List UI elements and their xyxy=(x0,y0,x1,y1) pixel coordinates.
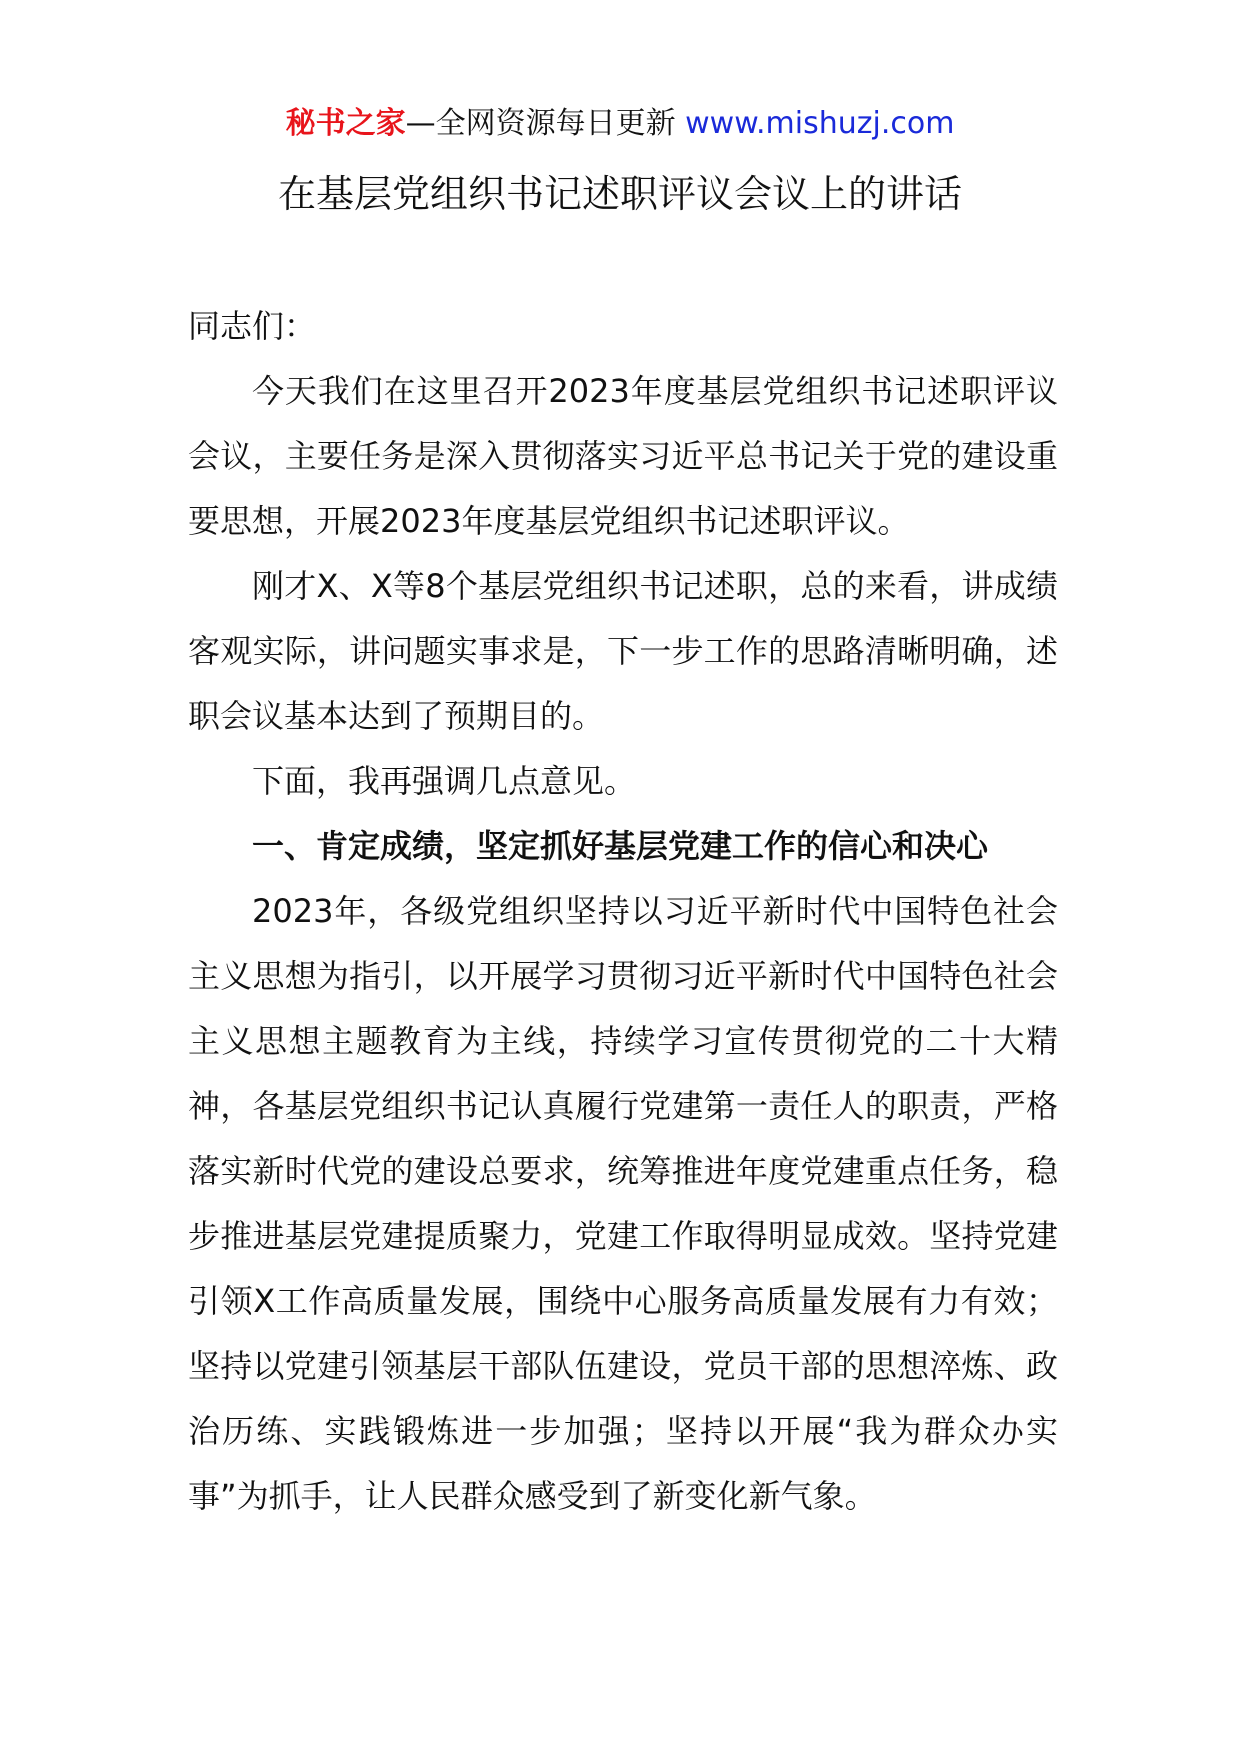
section-heading: 一、肯定成绩，坚定抓好基层党建工作的信心和决心 xyxy=(252,827,989,865)
document-body xyxy=(188,294,1058,1529)
site-header xyxy=(0,100,1240,148)
paragraph-review: 刚才X、X等8个基层党组织书记述职，总的来看，讲成绩客观实际，讲问题实事求是，下一步工作的思路清晰明确，述职会议基本达到了预期目的。 xyxy=(188,567,1058,735)
document-title: 在基层党组织书记述职评议会议上的讲话 xyxy=(277,172,962,216)
paragraph-opening: 今天我们在这里召开2023年度基层党组织书记述职评议会议，主要任务是深入贯彻落实习近平总书记关于党的建设重要思想，开展2023年度基层党组织书记述职评议。 xyxy=(188,372,1058,540)
brand-name: 秘书之家 xyxy=(285,106,406,141)
site-url-link[interactable]: www.mishuzj.com xyxy=(685,106,955,141)
paragraph-transition: 下面，我再强调几点意见。 xyxy=(252,762,637,800)
paragraph-section-one: 2023年，各级党组织坚持以习近平新时代中国特色社会主义思想为指引，以开展学习贯彻习近平新时代中国特色社会主义思想主题教育为主线，持续学习宣传贯彻党的二十大精神，各基层党组织书记认真履行党建第一责任人的职责，严格落实新时代党的建设总要求，统筹推进年度党建重点任务，稳步推进基层党建提质聚力，党建工作取得明显成效。坚持党建引领X工作高质量发展，围绕中心服务高质量发展有力有效；坚持以党建引领基层干部队伍建设，党员干部的思想淬炼、政治历练、实践锻炼进一步加强；坚持以开展“我为群众办实事”为抓手，让人民群众感受到了新变化新气象。 xyxy=(188,892,1058,1515)
header-tagline: —全网资源每日更新 xyxy=(405,106,686,141)
salutation: 同志们： xyxy=(188,307,317,345)
